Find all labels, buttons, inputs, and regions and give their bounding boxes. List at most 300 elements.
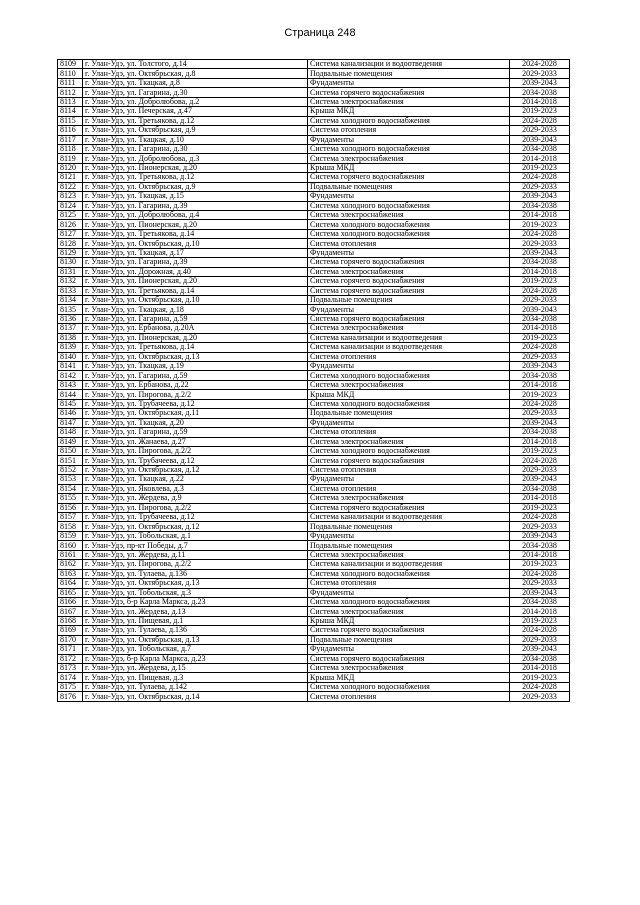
period-cell: 2029-2033 bbox=[510, 409, 570, 418]
period-cell: 2014-2018 bbox=[510, 324, 570, 333]
system-cell: Система канализации и водоотведения bbox=[308, 60, 510, 69]
table-row bbox=[58, 494, 570, 503]
address-cell: г. Улан-Удэ, ул. Ткацкая, д.10 bbox=[83, 135, 308, 144]
period-cell: 2034-2038 bbox=[510, 314, 570, 323]
period-cell: 2024-2028 bbox=[510, 286, 570, 295]
system-cell: Система горячего водоснабжения bbox=[308, 277, 510, 286]
system-cell: Система горячего водоснабжения bbox=[308, 286, 510, 295]
address-cell: г. Улан-Удэ, ул. Ткацкая, д.8 bbox=[83, 78, 308, 87]
address-cell: г. Улан-Удэ, ул. Добролюбова, д.2 bbox=[83, 97, 308, 106]
system-cell: Система электроснабжения bbox=[308, 664, 510, 673]
address-cell: г. Улан-Удэ, ул. Пионерская, д.20 bbox=[83, 220, 308, 229]
table-row bbox=[58, 69, 570, 78]
system-cell: Система канализации и водоотведения bbox=[308, 343, 510, 352]
table-row bbox=[58, 144, 570, 153]
period-cell: 2029-2033 bbox=[510, 579, 570, 588]
address-cell: г. Улан-Удэ, ул. Жанаева, д.27 bbox=[83, 437, 308, 446]
row-number-cell: 8168 bbox=[58, 616, 83, 625]
period-cell: 2014-2018 bbox=[510, 211, 570, 220]
system-cell: Система отопления bbox=[308, 465, 510, 474]
table-row bbox=[58, 428, 570, 437]
system-cell: Система отопления bbox=[308, 126, 510, 135]
period-cell: 2024-2028 bbox=[510, 173, 570, 182]
system-cell: Система отопления bbox=[308, 484, 510, 493]
system-cell: Система холодного водоснабжения bbox=[308, 144, 510, 153]
table-row bbox=[58, 201, 570, 210]
table-row bbox=[58, 664, 570, 673]
period-cell: 2039-2043 bbox=[510, 645, 570, 654]
address-cell: г. Улан-Удэ, ул. Ткацкая, д.19 bbox=[83, 362, 308, 371]
system-cell: Система горячего водоснабжения bbox=[308, 456, 510, 465]
row-number-cell: 8113 bbox=[58, 97, 83, 106]
row-number-cell: 8140 bbox=[58, 352, 83, 361]
system-cell: Крыша МКД bbox=[308, 616, 510, 625]
table-row bbox=[58, 97, 570, 106]
row-number-cell: 8172 bbox=[58, 654, 83, 663]
system-cell: Система отопления bbox=[308, 579, 510, 588]
table-row bbox=[58, 682, 570, 691]
period-cell: 2019-2023 bbox=[510, 107, 570, 116]
address-cell: г. Улан-Удэ, ул. Октябрьская, д.9 bbox=[83, 126, 308, 135]
address-cell: г. Улан-Удэ, ул. Октябрьская, д.14 bbox=[83, 692, 308, 701]
row-number-cell: 8115 bbox=[58, 116, 83, 125]
period-cell: 2019-2023 bbox=[510, 277, 570, 286]
row-number-cell: 8119 bbox=[58, 154, 83, 163]
system-cell: Фундаменты bbox=[308, 362, 510, 371]
table-row bbox=[58, 418, 570, 427]
system-cell: Система горячего водоснабжения bbox=[308, 626, 510, 635]
address-cell: г. Улан-Удэ, ул. Пирогова, д.2/2 bbox=[83, 446, 308, 455]
table-row bbox=[58, 635, 570, 644]
table-row bbox=[58, 173, 570, 182]
table-row bbox=[58, 654, 570, 663]
address-cell: г. Улан-Удэ, ул. Ткацкая, д.22 bbox=[83, 475, 308, 484]
address-cell: г. Улан-Удэ, пр-кт Победы, д.7 bbox=[83, 541, 308, 550]
row-number-cell: 8152 bbox=[58, 465, 83, 474]
address-cell: г. Улан-Удэ, ул. Пищевая, д.1 bbox=[83, 616, 308, 625]
address-cell: г. Улан-Удэ, ул. Добролюбова, д.3 bbox=[83, 154, 308, 163]
address-cell: г. Улан-Удэ, ул. Пирогова, д.2/2 bbox=[83, 560, 308, 569]
row-number-cell: 8169 bbox=[58, 626, 83, 635]
period-cell: 2029-2033 bbox=[510, 352, 570, 361]
period-cell: 2024-2028 bbox=[510, 399, 570, 408]
address-cell: г. Улан-Удэ, ул. Октябрьская, д.12 bbox=[83, 465, 308, 474]
table-row bbox=[58, 126, 570, 135]
table-row bbox=[58, 220, 570, 229]
row-number-cell: 8121 bbox=[58, 173, 83, 182]
table-row bbox=[58, 333, 570, 342]
table-row bbox=[58, 352, 570, 361]
table-row bbox=[58, 211, 570, 220]
period-cell: 2024-2028 bbox=[510, 626, 570, 635]
row-number-cell: 8151 bbox=[58, 456, 83, 465]
table-row bbox=[58, 597, 570, 606]
row-number-cell: 8155 bbox=[58, 494, 83, 503]
table-row bbox=[58, 569, 570, 578]
system-cell: Система отопления bbox=[308, 239, 510, 248]
table-row bbox=[58, 484, 570, 493]
row-number-cell: 8129 bbox=[58, 248, 83, 257]
period-cell: 2024-2028 bbox=[510, 513, 570, 522]
table-row bbox=[58, 673, 570, 682]
system-cell: Система электроснабжения bbox=[308, 437, 510, 446]
table-row bbox=[58, 503, 570, 512]
address-cell: г. Улан-Удэ, ул. Третьякова, д.14 bbox=[83, 343, 308, 352]
row-number-cell: 8171 bbox=[58, 645, 83, 654]
period-cell: 2019-2023 bbox=[510, 560, 570, 569]
table-row bbox=[58, 295, 570, 304]
table-row bbox=[58, 107, 570, 116]
period-cell: 2039-2043 bbox=[510, 362, 570, 371]
row-number-cell: 8144 bbox=[58, 390, 83, 399]
system-cell: Фундаменты bbox=[308, 305, 510, 314]
period-cell: 2014-2018 bbox=[510, 494, 570, 503]
system-cell: Подвальные помещения bbox=[308, 295, 510, 304]
system-cell: Крыша МКД bbox=[308, 390, 510, 399]
row-number-cell: 8149 bbox=[58, 437, 83, 446]
period-cell: 2024-2028 bbox=[510, 60, 570, 69]
table-row bbox=[58, 692, 570, 701]
row-number-cell: 8170 bbox=[58, 635, 83, 644]
system-cell: Подвальные помещения bbox=[308, 69, 510, 78]
period-cell: 2029-2033 bbox=[510, 126, 570, 135]
system-cell: Система канализации и водоотведения bbox=[308, 513, 510, 522]
row-number-cell: 8137 bbox=[58, 324, 83, 333]
table-row bbox=[58, 399, 570, 408]
table-row bbox=[58, 362, 570, 371]
address-cell: г. Улан-Удэ, ул. Трубачеева, д.12 bbox=[83, 456, 308, 465]
address-cell: г. Улан-Удэ, ул. Ткацкая, д.15 bbox=[83, 192, 308, 201]
table-row bbox=[58, 229, 570, 238]
table-row bbox=[58, 588, 570, 597]
table-row bbox=[58, 616, 570, 625]
system-cell: Фундаменты bbox=[308, 135, 510, 144]
row-number-cell: 8120 bbox=[58, 163, 83, 172]
table-row bbox=[58, 116, 570, 125]
table-row bbox=[58, 645, 570, 654]
period-cell: 2029-2033 bbox=[510, 635, 570, 644]
address-cell: г. Улан-Удэ, ул. Жердева, д.9 bbox=[83, 494, 308, 503]
address-cell: г. Улан-Удэ, ул. Третьякова, д.14 bbox=[83, 229, 308, 238]
period-cell: 2039-2043 bbox=[510, 305, 570, 314]
table-row bbox=[58, 163, 570, 172]
row-number-cell: 8167 bbox=[58, 607, 83, 616]
row-number-cell: 8150 bbox=[58, 446, 83, 455]
address-cell: г. Улан-Удэ, ул. Толстого, д.14 bbox=[83, 60, 308, 69]
address-cell: г. Улан-Удэ, ул. Трубачеева, д.12 bbox=[83, 513, 308, 522]
period-cell: 2024-2028 bbox=[510, 116, 570, 125]
period-cell: 2014-2018 bbox=[510, 154, 570, 163]
row-number-cell: 8164 bbox=[58, 579, 83, 588]
row-number-cell: 8146 bbox=[58, 409, 83, 418]
system-cell: Система канализации и водоотведения bbox=[308, 333, 510, 342]
system-cell: Фундаменты bbox=[308, 248, 510, 257]
system-cell: Система холодного водоснабжения bbox=[308, 569, 510, 578]
row-number-cell: 8159 bbox=[58, 531, 83, 540]
period-cell: 2014-2018 bbox=[510, 380, 570, 389]
table-row bbox=[58, 465, 570, 474]
row-number-cell: 8158 bbox=[58, 522, 83, 531]
table-row bbox=[58, 286, 570, 295]
address-cell: г. Улан-Удэ, ул. Ербанова, д.22 bbox=[83, 380, 308, 389]
address-cell: г. Улан-Удэ, ул. Гагарина, д.59 bbox=[83, 371, 308, 380]
table-row bbox=[58, 560, 570, 569]
address-cell: г. Улан-Удэ, ул. Трубачеева, д.12 bbox=[83, 399, 308, 408]
system-cell: Крыша МКД bbox=[308, 107, 510, 116]
period-cell: 2024-2028 bbox=[510, 343, 570, 352]
address-cell: г. Улан-Удэ, ул. Пионерская, д.20 bbox=[83, 277, 308, 286]
period-cell: 2039-2043 bbox=[510, 475, 570, 484]
system-cell: Система горячего водоснабжения bbox=[308, 173, 510, 182]
row-number-cell: 8127 bbox=[58, 229, 83, 238]
system-cell: Система электроснабжения bbox=[308, 380, 510, 389]
system-cell: Фундаменты bbox=[308, 531, 510, 540]
row-number-cell: 8139 bbox=[58, 343, 83, 352]
row-number-cell: 8126 bbox=[58, 220, 83, 229]
period-cell: 2024-2028 bbox=[510, 569, 570, 578]
row-number-cell: 8166 bbox=[58, 597, 83, 606]
table-row bbox=[58, 324, 570, 333]
period-cell: 2029-2033 bbox=[510, 465, 570, 474]
row-number-cell: 8136 bbox=[58, 314, 83, 323]
table-row bbox=[58, 371, 570, 380]
period-cell: 2039-2043 bbox=[510, 248, 570, 257]
address-cell: г. Улан-Удэ, ул. Пионерская, д.20 bbox=[83, 333, 308, 342]
system-cell: Система электроснабжения bbox=[308, 154, 510, 163]
table-row bbox=[58, 409, 570, 418]
address-cell: г. Улан-Удэ, ул. Дорожная, д.40 bbox=[83, 267, 308, 276]
period-cell: 2034-2038 bbox=[510, 541, 570, 550]
row-number-cell: 8132 bbox=[58, 277, 83, 286]
table-row bbox=[58, 248, 570, 257]
period-cell: 2019-2023 bbox=[510, 673, 570, 682]
row-number-cell: 8148 bbox=[58, 428, 83, 437]
table-row bbox=[58, 626, 570, 635]
system-cell: Система холодного водоснабжения bbox=[308, 371, 510, 380]
system-cell: Крыша МКД bbox=[308, 163, 510, 172]
system-cell: Система отопления bbox=[308, 692, 510, 701]
table-row bbox=[58, 579, 570, 588]
row-number-cell: 8145 bbox=[58, 399, 83, 408]
row-number-cell: 8109 bbox=[58, 60, 83, 69]
period-cell: 2039-2043 bbox=[510, 418, 570, 427]
system-cell: Система холодного водоснабжения bbox=[308, 116, 510, 125]
period-cell: 2019-2023 bbox=[510, 616, 570, 625]
period-cell: 2029-2033 bbox=[510, 239, 570, 248]
row-number-cell: 8133 bbox=[58, 286, 83, 295]
address-cell: г. Улан-Удэ, ул. Третьякова, д.12 bbox=[83, 173, 308, 182]
period-cell: 2039-2043 bbox=[510, 192, 570, 201]
period-cell: 2034-2038 bbox=[510, 484, 570, 493]
row-number-cell: 8130 bbox=[58, 258, 83, 267]
address-cell: г. Улан-Удэ, б-р Карла Маркса, д.23 bbox=[83, 597, 308, 606]
row-number-cell: 8111 bbox=[58, 78, 83, 87]
address-cell: г. Улан-Удэ, ул. Пионерская, д.20 bbox=[83, 163, 308, 172]
table-row bbox=[58, 437, 570, 446]
row-number-cell: 8118 bbox=[58, 144, 83, 153]
address-cell: г. Улан-Удэ, ул. Жердева, д.15 bbox=[83, 664, 308, 673]
system-cell: Система горячего водоснабжения bbox=[308, 88, 510, 97]
registry-table-body bbox=[58, 60, 570, 702]
row-number-cell: 8143 bbox=[58, 380, 83, 389]
address-cell: г. Улан-Удэ, ул. Яковлева, д.3 bbox=[83, 484, 308, 493]
system-cell: Система электроснабжения bbox=[308, 324, 510, 333]
system-cell: Подвальные помещения bbox=[308, 635, 510, 644]
address-cell: г. Улан-Удэ, ул. Печерская, д.47 bbox=[83, 107, 308, 116]
period-cell: 2019-2023 bbox=[510, 503, 570, 512]
table-row bbox=[58, 343, 570, 352]
period-cell: 2029-2033 bbox=[510, 69, 570, 78]
system-cell: Система холодного водоснабжения bbox=[308, 597, 510, 606]
row-number-cell: 8157 bbox=[58, 513, 83, 522]
row-number-cell: 8175 bbox=[58, 682, 83, 691]
table-row bbox=[58, 390, 570, 399]
period-cell: 2039-2043 bbox=[510, 78, 570, 87]
system-cell: Система горячего водоснабжения bbox=[308, 258, 510, 267]
period-cell: 2014-2018 bbox=[510, 437, 570, 446]
system-cell: Подвальные помещения bbox=[308, 522, 510, 531]
address-cell: г. Улан-Удэ, ул. Гагарина, д.59 bbox=[83, 428, 308, 437]
system-cell: Крыша МКД bbox=[308, 673, 510, 682]
row-number-cell: 8176 bbox=[58, 692, 83, 701]
address-cell: г. Улан-Удэ, ул. Гагарина, д.30 bbox=[83, 144, 308, 153]
row-number-cell: 8125 bbox=[58, 211, 83, 220]
system-cell: Подвальные помещения bbox=[308, 409, 510, 418]
address-cell: г. Улан-Удэ, ул. Третьякова, д.14 bbox=[83, 286, 308, 295]
period-cell: 2019-2023 bbox=[510, 220, 570, 229]
row-number-cell: 8123 bbox=[58, 192, 83, 201]
system-cell: Фундаменты bbox=[308, 475, 510, 484]
period-cell: 2019-2023 bbox=[510, 163, 570, 172]
system-cell: Система горячего водоснабжения bbox=[308, 314, 510, 323]
table-row bbox=[58, 78, 570, 87]
row-number-cell: 8161 bbox=[58, 550, 83, 559]
table-row bbox=[58, 135, 570, 144]
row-number-cell: 8138 bbox=[58, 333, 83, 342]
address-cell: г. Улан-Удэ, ул. Тулаева, д.136 bbox=[83, 569, 308, 578]
table-row bbox=[58, 541, 570, 550]
system-cell: Система отопления bbox=[308, 352, 510, 361]
row-number-cell: 8128 bbox=[58, 239, 83, 248]
address-cell: г. Улан-Удэ, ул. Гагарина, д.30 bbox=[83, 88, 308, 97]
period-cell: 2024-2028 bbox=[510, 682, 570, 691]
system-cell: Подвальные помещения bbox=[308, 541, 510, 550]
system-cell: Система холодного водоснабжения bbox=[308, 220, 510, 229]
address-cell: г. Улан-Удэ, ул. Октябрьская, д.11 bbox=[83, 409, 308, 418]
table-row bbox=[58, 531, 570, 540]
row-number-cell: 8153 bbox=[58, 475, 83, 484]
address-cell: г. Улан-Удэ, ул. Тобольская, д.1 bbox=[83, 531, 308, 540]
address-cell: г. Улан-Удэ, ул. Ербанова, д.20А bbox=[83, 324, 308, 333]
table-row bbox=[58, 314, 570, 323]
table-row bbox=[58, 192, 570, 201]
address-cell: г. Улан-Удэ, ул. Октябрьская, д.13 bbox=[83, 579, 308, 588]
system-cell: Фундаменты bbox=[308, 645, 510, 654]
row-number-cell: 8154 bbox=[58, 484, 83, 493]
row-number-cell: 8135 bbox=[58, 305, 83, 314]
period-cell: 2024-2028 bbox=[510, 456, 570, 465]
address-cell: г. Улан-Удэ, ул. Октябрьская, д.10 bbox=[83, 239, 308, 248]
address-cell: г. Улан-Удэ, ул. Пирогова, д.2/2 bbox=[83, 390, 308, 399]
table-row bbox=[58, 607, 570, 616]
row-number-cell: 8112 bbox=[58, 88, 83, 97]
address-cell: г. Улан-Удэ, ул. Тобольская, д.3 bbox=[83, 588, 308, 597]
address-cell: г. Улан-Удэ, ул. Октябрьская, д.9 bbox=[83, 182, 308, 191]
system-cell: Система горячего водоснабжения bbox=[308, 503, 510, 512]
address-cell: г. Улан-Удэ, ул. Октябрьская, д.13 bbox=[83, 635, 308, 644]
row-number-cell: 8162 bbox=[58, 560, 83, 569]
system-cell: Система электроснабжения bbox=[308, 607, 510, 616]
address-cell: г. Улан-Удэ, ул. Тобольская, д.7 bbox=[83, 645, 308, 654]
row-number-cell: 8174 bbox=[58, 673, 83, 682]
table-row bbox=[58, 239, 570, 248]
period-cell: 2034-2038 bbox=[510, 597, 570, 606]
table-row bbox=[58, 522, 570, 531]
table-row bbox=[58, 277, 570, 286]
period-cell: 2034-2038 bbox=[510, 654, 570, 663]
row-number-cell: 8160 bbox=[58, 541, 83, 550]
address-cell: г. Улан-Удэ, ул. Пирогова, д.2/2 bbox=[83, 503, 308, 512]
row-number-cell: 8156 bbox=[58, 503, 83, 512]
system-cell: Фундаменты bbox=[308, 588, 510, 597]
row-number-cell: 8142 bbox=[58, 371, 83, 380]
address-cell: г. Улан-Удэ, ул. Октябрьская, д.12 bbox=[83, 522, 308, 531]
registry-table bbox=[57, 59, 570, 702]
system-cell: Фундаменты bbox=[308, 418, 510, 427]
page-title: Страница 248 bbox=[284, 27, 356, 39]
table-row bbox=[58, 456, 570, 465]
period-cell: 2014-2018 bbox=[510, 267, 570, 276]
system-cell: Система холодного водоснабжения bbox=[308, 399, 510, 408]
address-cell: г. Улан-Удэ, ул. Добролюбова, д.4 bbox=[83, 211, 308, 220]
row-number-cell: 8114 bbox=[58, 107, 83, 116]
address-cell: г. Улан-Удэ, ул. Жердева, д.11 bbox=[83, 550, 308, 559]
table-row bbox=[58, 446, 570, 455]
table-row bbox=[58, 305, 570, 314]
system-cell: Система холодного водоснабжения bbox=[308, 682, 510, 691]
period-cell: 2034-2038 bbox=[510, 371, 570, 380]
period-cell: 2029-2033 bbox=[510, 295, 570, 304]
address-cell: г. Улан-Удэ, ул. Тулаева, д.136 bbox=[83, 626, 308, 635]
period-cell: 2034-2038 bbox=[510, 258, 570, 267]
address-cell: г. Улан-Удэ, б-р Карла Маркса, д.23 bbox=[83, 654, 308, 663]
address-cell: г. Улан-Удэ, ул. Октябрьская, д.8 bbox=[83, 69, 308, 78]
table-row bbox=[58, 258, 570, 267]
row-number-cell: 8124 bbox=[58, 201, 83, 210]
table-row bbox=[58, 182, 570, 191]
period-cell: 2014-2018 bbox=[510, 97, 570, 106]
system-cell: Система отопления bbox=[308, 428, 510, 437]
address-cell: г. Улан-Удэ, ул. Ткацкая, д.18 bbox=[83, 305, 308, 314]
address-cell: г. Улан-Удэ, ул. Ткацкая, д.17 bbox=[83, 248, 308, 257]
row-number-cell: 8122 bbox=[58, 182, 83, 191]
period-cell: 2034-2038 bbox=[510, 88, 570, 97]
period-cell: 2034-2038 bbox=[510, 201, 570, 210]
row-number-cell: 8147 bbox=[58, 418, 83, 427]
system-cell: Система канализации и водоотведения bbox=[308, 560, 510, 569]
row-number-cell: 8116 bbox=[58, 126, 83, 135]
system-cell: Система электроснабжения bbox=[308, 211, 510, 220]
row-number-cell: 8110 bbox=[58, 69, 83, 78]
period-cell: 2034-2038 bbox=[510, 428, 570, 437]
address-cell: г. Улан-Удэ, ул. Октябрьская, д.10 bbox=[83, 295, 308, 304]
row-number-cell: 8163 bbox=[58, 569, 83, 578]
system-cell: Система холодного водоснабжения bbox=[308, 229, 510, 238]
table-row bbox=[58, 267, 570, 276]
period-cell: 2019-2023 bbox=[510, 333, 570, 342]
address-cell: г. Улан-Удэ, ул. Третьякова, д.12 bbox=[83, 116, 308, 125]
address-cell: г. Улан-Удэ, ул. Гагарина, д.39 bbox=[83, 258, 308, 267]
